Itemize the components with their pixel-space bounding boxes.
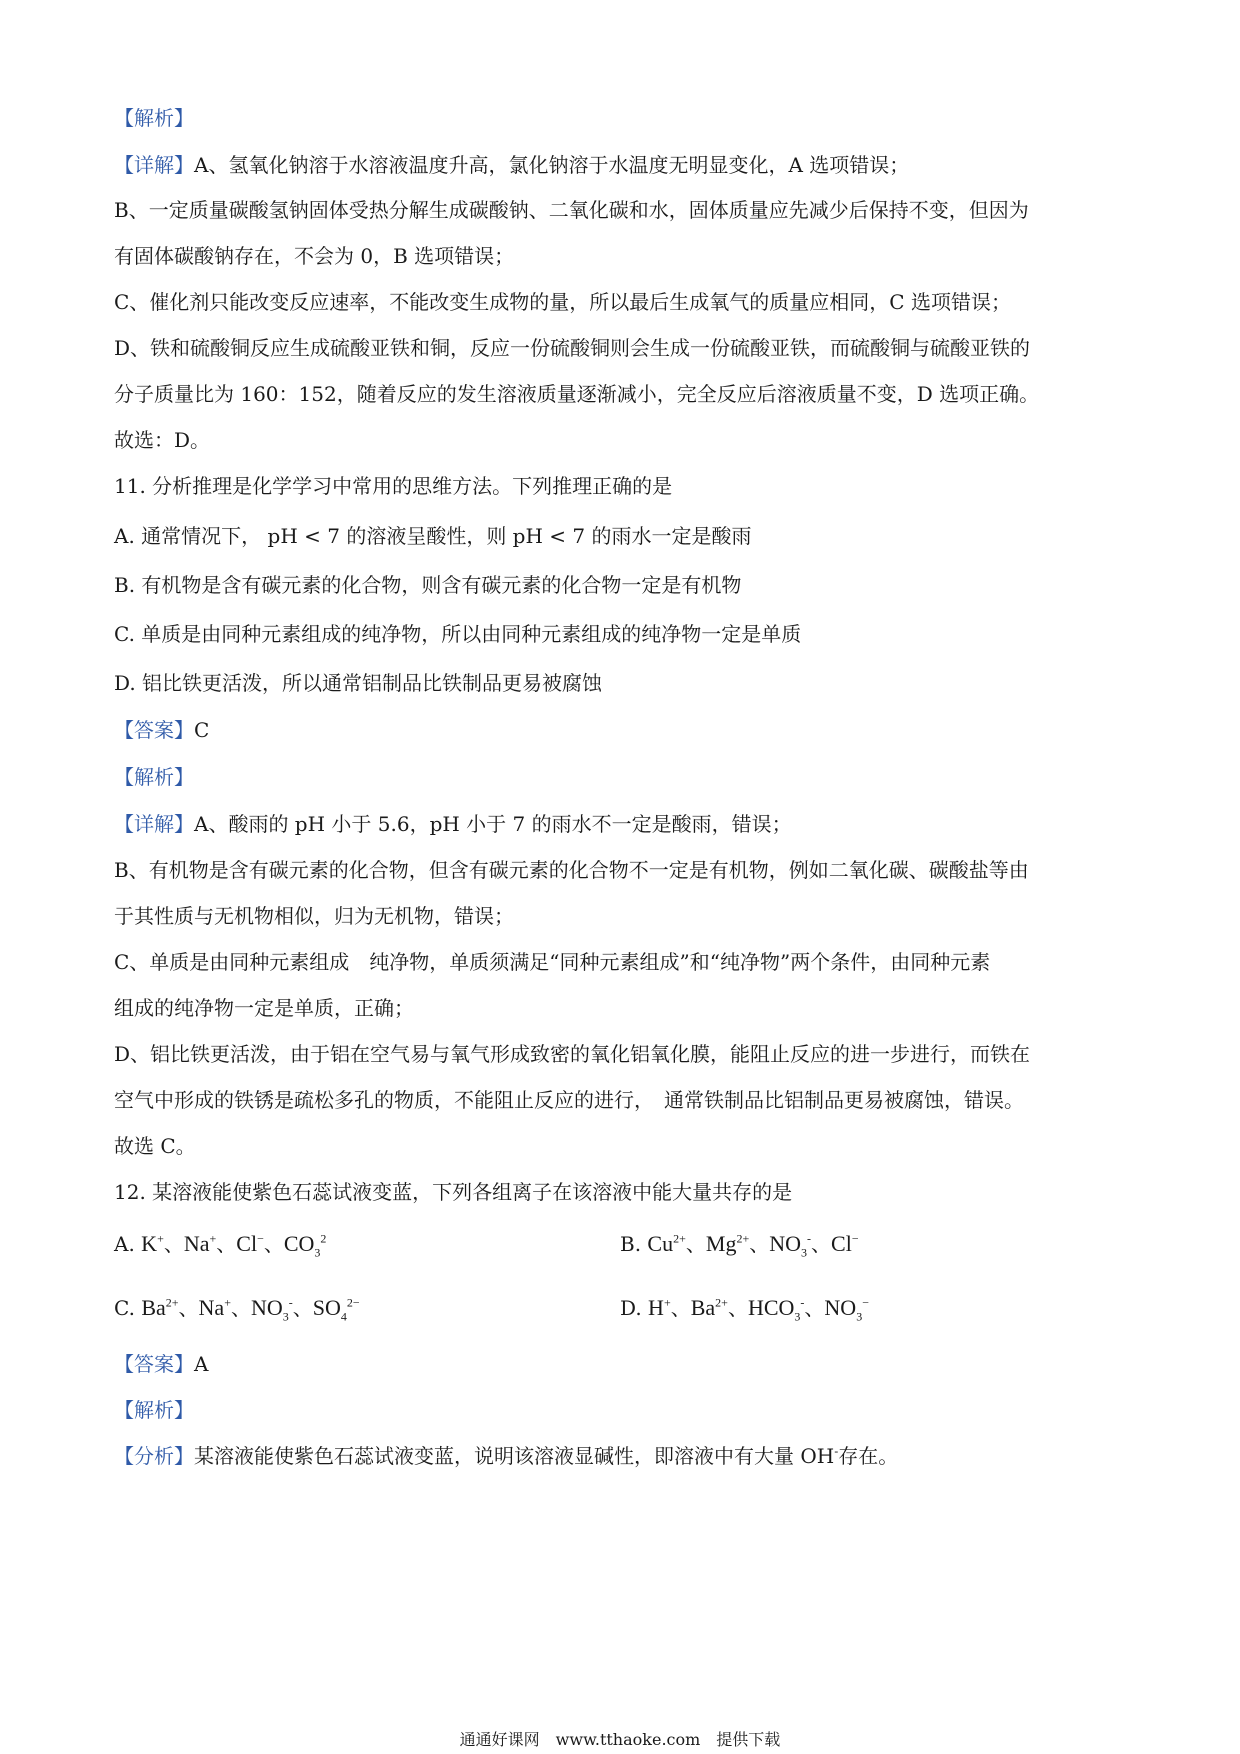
q11-detail-c-line2: 组成的纯净物一定是单质，正确；: [114, 996, 414, 1020]
q11-final-choice: 故选 C。: [114, 1134, 196, 1158]
ion: Cl−: [236, 1231, 264, 1256]
ion: $SO_4^{2-}$: [312, 1295, 360, 1324]
q10-detail-b-line1: B、一定质量碳酸氢钠固体受热分解生成碳酸钠、二氧化碳和水，固体质量应先减少后保持不变，但因为: [114, 198, 1029, 222]
q11-detail-c-line1: C、单质是由同种元素组成 纯净物，单质须满足“同种元素组成”和“纯净物”两个条件，由同种元素: [114, 950, 991, 974]
ion: $Mg^{2+}$: [705, 1231, 750, 1256]
ion: K+: [141, 1231, 164, 1256]
ion: Na+: [183, 1231, 217, 1256]
q10-detail-d-line1: D、铁和硫酸铜反应生成硫酸亚铁和铜，反应一份硫酸铜则会生成一份硫酸亚铁，而硫酸铜与硫酸亚铁的: [114, 336, 1031, 360]
q10-detail-c: C、催化剂只能改变反应速率，不能改变生成物的量，所以最后生成氧气的质量应相同，C 选项错误；: [114, 290, 1011, 314]
analysis-end: 存在。: [838, 1444, 899, 1468]
ion: $Ba^{2+}$: [690, 1295, 728, 1320]
ion: $NO_3^-$: [769, 1231, 812, 1260]
q12-option-d: D. H+、$Ba^{2+}$、$HCO_3^-$、$NO_3^-$: [620, 1295, 869, 1324]
option-letter: C.: [114, 1296, 135, 1320]
q11-detail-d-line1: D、铝比铁更活泼，由于铝在空气易与氧气形成致密的氧化铝氧化膜，能阻止反应的进一步进行，而铁在: [114, 1042, 1031, 1066]
q11-option-a: A. 通常情况下， pH < 7 的溶液呈酸性，则 pH < 7 的雨水一定是酸雨: [114, 524, 752, 548]
q11-detail-a: [114, 810, 792, 838]
detail-tag: 【详解】: [114, 812, 194, 836]
ion: $NO_3^-$: [824, 1295, 869, 1324]
analysis-tag: 【分析】: [114, 1444, 194, 1468]
ion: $CO_3^2$: [283, 1231, 327, 1260]
q10-detail-b-line2: 有固体碳酸钠存在，不会为 0，B 选项错误；: [114, 244, 515, 268]
detail-tag: 【详解】: [114, 153, 194, 177]
answer-tag: 【答案】: [114, 718, 194, 742]
q11-option-c: C. 单质是由同种元素组成的纯净物，所以由同种元素组成的纯净物一定是单质: [114, 622, 802, 646]
option-letter: D.: [620, 1296, 642, 1320]
answer-value: C: [194, 718, 210, 742]
detail-text: A、氢氧化钠溶于水溶液温度升高，氯化钠溶于水温度无明显变化，A 选项错误；: [194, 153, 910, 177]
q12-option-b: B. $Cu^{2+}$、$Mg^{2+}$、$NO_3^-$、Cl−: [620, 1231, 859, 1260]
q10-detail-d-line2: 分子质量比为 160：152，随着反应的发生溶液质量逐渐减小，完全反应后溶液质量不变，D 选项正确。: [114, 382, 1040, 406]
q10-analysis-heading: 【解析】: [114, 106, 194, 130]
ion: $Ba^{2+}$: [141, 1295, 179, 1320]
ion: Na+: [198, 1295, 231, 1320]
page-footer: 通通好课网 www.tthaoke.com 提供下载: [459, 1730, 781, 1749]
detail-text: A、酸雨的 pH 小于 5.6，pH 小于 7 的雨水不一定是酸雨，错误；: [194, 812, 792, 836]
answer-tag: 【答案】: [114, 1352, 194, 1376]
answer-value: A: [194, 1352, 209, 1376]
q12-analysis: [114, 1442, 898, 1470]
q11-analysis-heading: 【解析】: [114, 765, 194, 789]
q12-option-c: C. $Ba^{2+}$、Na+、$NO_3^-$、$SO_4^{2-}$: [114, 1295, 360, 1324]
analysis-text: 某溶液能使紫色石蕊试液变蓝，说明该溶液显碱性，即溶液中有大量 OH: [194, 1444, 835, 1468]
hydroxide-charge: -: [834, 1444, 839, 1459]
ion: $NO_3^-$: [250, 1295, 293, 1324]
q10-final-choice: 故选：D。: [114, 428, 211, 452]
q11-stem: 11. 分析推理是化学学习中常用的思维方法。下列推理正确的是: [114, 474, 673, 498]
q10-detail-a: [114, 151, 909, 179]
q11-answer: [114, 716, 209, 744]
q11-detail-b-line1: B、有机物是含有碳元素的化合物，但含有碳元素的化合物不一定是有机物，例如二氧化碳、碳酸盐等由: [114, 858, 1029, 882]
q12-stem: 12. 某溶液能使紫色石蕊试液变蓝，下列各组离子在该溶液中能大量共存的是: [114, 1180, 793, 1204]
q12-answer: [114, 1350, 208, 1378]
option-letter: B.: [620, 1232, 642, 1256]
q12-analysis-heading: 【解析】: [114, 1398, 194, 1422]
ion: H+: [648, 1295, 671, 1320]
ion: $HCO_3^-$: [747, 1295, 805, 1324]
ion: Cl−: [831, 1231, 859, 1256]
option-letter: A.: [114, 1232, 135, 1256]
ion: $Cu^{2+}$: [647, 1231, 686, 1256]
q11-option-d: D. 铝比铁更活泼，所以通常铝制品比铁制品更易被腐蚀: [114, 671, 603, 695]
q12-option-a: A. K+、Na+、Cl−、$CO_3^2$: [114, 1231, 327, 1260]
q11-option-b: B. 有机物是含有碳元素的化合物，则含有碳元素的化合物一定是有机物: [114, 573, 742, 597]
q11-detail-b-line2: 于其性质与无机物相似，归为无机物，错误；: [114, 904, 514, 928]
q11-detail-d-line2: 空气中形成的铁锈是疏松多孔的物质，不能阻止反应的进行， 通常铁制品比铝制品更易被腐蚀，错误。: [114, 1088, 1024, 1112]
